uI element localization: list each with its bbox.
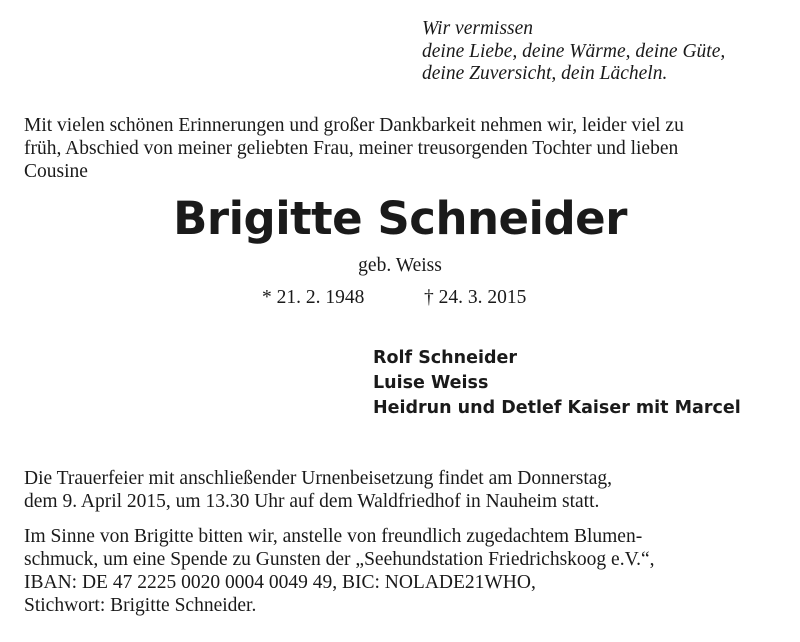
donation-line: schmuck, um eine Spende zu Gunsten der „Seehundstation Friedrichskoog e.V.“, [24,549,655,570]
ceremony-line: Die Trauerfeier mit anschließender Urnenbeisetzung findet am Donnerstag, [24,468,613,489]
intro-line: Cousine [24,161,88,182]
mourner-name: Luise Weiss [373,373,489,393]
death-date: † 24. 3. 2015 [424,287,527,308]
deceased-name: Brigitte Schneider [173,192,627,245]
poem-line: deine Liebe, deine Wärme, deine Güte, [422,40,726,62]
memorial-poem [422,18,725,86]
intro-paragraph [24,114,776,183]
birth-name: geb. Weiss [358,255,442,276]
donation-line: Stichwort: Brigitte Schneider. [24,595,257,616]
ceremony-paragraph [24,467,776,513]
ceremony-line: dem 9. April 2015, um 13.30 Uhr auf dem Waldfriedhof in Nauheim statt. [24,491,600,512]
poem-line: deine Zuversicht, dein Lächeln. [422,63,668,84]
donation-line: IBAN: DE 47 2225 0020 0004 0049 49, BIC: NOLADE21WHO, [24,572,536,593]
intro-line: früh, Abschied von meiner geliebten Frau, meiner treusorgenden Tochter und lieben [24,138,679,159]
donation-line: Im Sinne von Brigitte bitten wir, anstelle von freundlich zugedachtem Blumen- [24,526,643,547]
mourner-name: Rolf Schneider [373,348,517,368]
donation-paragraph [24,525,776,617]
intro-line: Mit vielen schönen Erinnerungen und großer Dankbarkeit nehmen wir, leider viel zu [24,115,684,136]
poem-line: Wir vermissen [422,18,534,39]
birth-date: * 21. 2. 1948 [262,287,365,308]
mourners-list [373,346,741,421]
mourner-name: Heidrun und Detlef Kaiser mit Marcel [373,398,741,418]
